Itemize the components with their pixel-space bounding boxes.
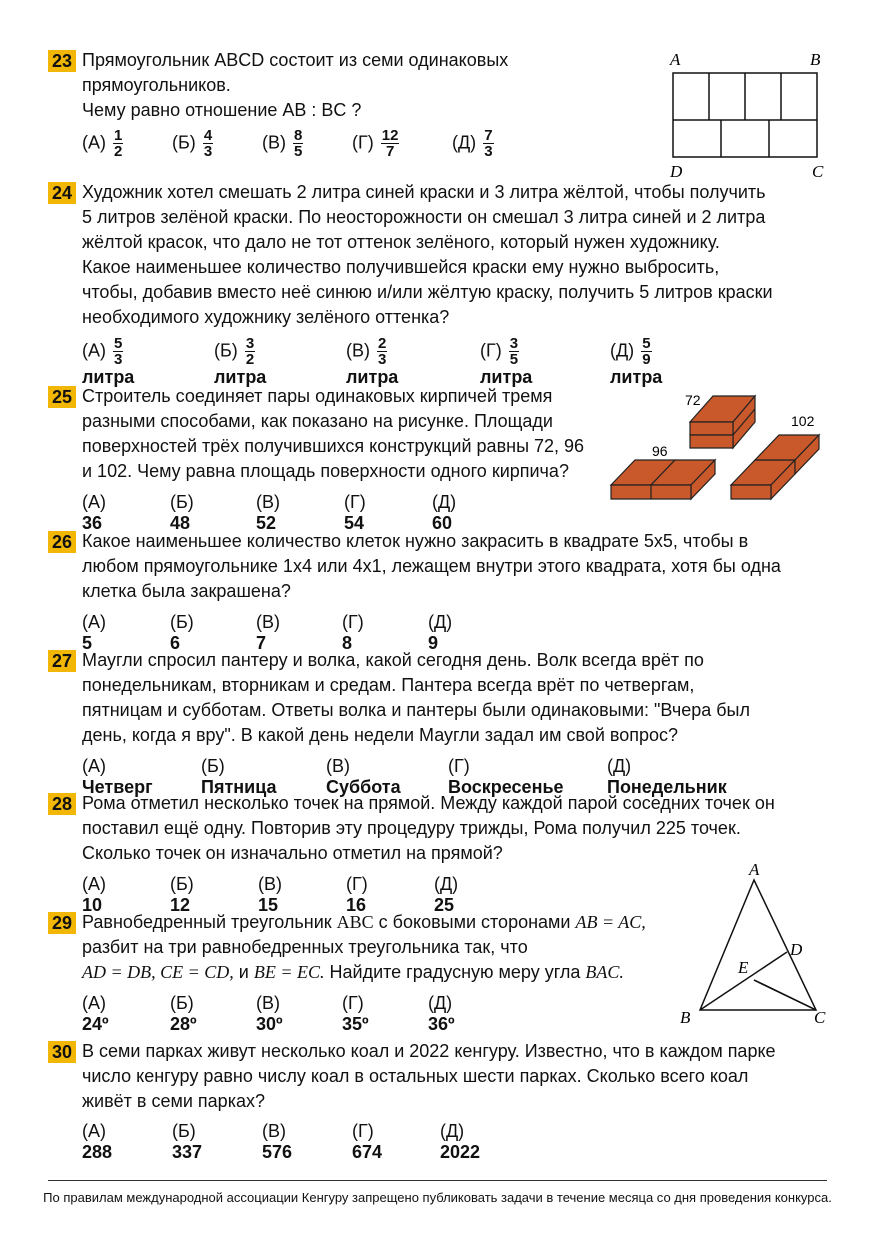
option-d[interactable]: (Г) Воскресенье [448, 756, 564, 797]
option-a[interactable]: (А) 36 [82, 492, 106, 533]
bricks-figure [605, 388, 835, 506]
text-line: AD = DB, CE = CD, и BE = EC. Найдите градусную меру угла BAC. [82, 962, 624, 982]
text-line: прямоугольников. [82, 75, 231, 95]
option-c[interactable]: (В) 30º [256, 993, 283, 1034]
brick-pair-102 [731, 435, 819, 499]
option-e[interactable]: (Д) 9 [428, 612, 453, 653]
text-line: Какое наименьшее количество получившейся краски ему нужно выбросить, [82, 257, 720, 277]
text-line: Какое наименьшее количество клеток нужно закрасить в квадрате 5х5, чтобы в [82, 531, 749, 551]
text-line: поставил ещё одну. Повторив эту процедуру трижды, Рома получил 225 точек. [82, 818, 741, 838]
label-c: C [814, 1008, 826, 1027]
question-text [82, 1039, 776, 1114]
brick-pair-96 [611, 460, 715, 499]
label-d: D [670, 162, 683, 181]
rectangle-abcd-figure [660, 48, 840, 183]
option-c[interactable]: (В) $\frac{8}{5}$ [262, 127, 303, 160]
text-line: разными способами, как показано на рисунке. Площади [82, 411, 553, 431]
text-line: любом прямоугольнике 1х4 или 4х1, лежащем внутри этого квадрата, хотя бы одна [82, 556, 781, 576]
label-a: A [670, 50, 681, 69]
question-number: 23 [48, 50, 76, 72]
option-e[interactable]: (Д) 36º [428, 993, 455, 1034]
option-e[interactable]: (Д) 60 [432, 492, 457, 533]
option-b[interactable]: (Б) 28º [170, 993, 197, 1034]
option-d[interactable]: (Г) 8 [342, 612, 364, 653]
label-b: B [810, 50, 821, 69]
text-line: день, когда я вру". В какой день недели Маугли задал им свой вопрос? [82, 725, 679, 745]
question-text [82, 384, 584, 484]
option-b[interactable]: (Б) $\frac{4}{3}$ [172, 127, 213, 160]
text-line: живёт в семи парках? [82, 1091, 265, 1111]
text-line: Художник хотел смешать 2 литра синей краски и 3 литра жёлтой, чтобы получить [82, 182, 766, 202]
label-d: D [790, 940, 803, 959]
option-d[interactable]: (Г) 54 [344, 492, 366, 533]
text-line: жёлтой красок, что дало не тот оттенок зелёного, который нужен художнику. [82, 232, 720, 252]
label-72: 72 [685, 392, 701, 408]
question-number: 30 [48, 1041, 76, 1063]
text-line: разбит на три равнобедренных треугольника так, что [82, 937, 528, 957]
question-number: 25 [48, 386, 76, 408]
option-d[interactable]: (Г) 16 [346, 874, 368, 915]
option-e[interactable]: (Д) Понедельник [607, 756, 727, 797]
text-line: Чему равно отношение AB : BC ? [82, 100, 362, 120]
text-line: чтобы, добавив вместо неё синюю и/или жёлтую краску, получить 5 литров краски [82, 282, 773, 302]
text-line: Прямоугольник ABCD состоит из семи одинаковых [82, 50, 509, 70]
option-b[interactable]: (Б) 12 [170, 874, 194, 915]
text-line: понедельникам, вторникам и средам. Пантера всегда врёт по четвергам, [82, 675, 695, 695]
option-e[interactable]: (Д) $\frac{7}{3}$ [452, 127, 493, 160]
option-d[interactable]: (Г) $\frac{3}{5}$ литра [480, 335, 533, 387]
option-a[interactable]: (А) 24º [82, 993, 109, 1034]
option-a[interactable]: (А) $\frac{5}{3}$ литра [82, 335, 135, 387]
footer-note: По правилам международной ассоциации Кенгуру запрещено публиковать задачи в течение месяца со дня проведения конкурса. [43, 1190, 832, 1205]
option-a[interactable]: (А) Четверг [82, 756, 153, 797]
option-b[interactable]: (Б) 337 [172, 1121, 203, 1162]
option-a[interactable]: (А) 10 [82, 874, 106, 915]
question-text [82, 648, 750, 748]
text-line: поверхностей трёх получившихся конструкций равны 72, 96 [82, 436, 585, 456]
text-line: Строитель соединяет пары одинаковых кирпичей тремя [82, 386, 553, 406]
question-number: 26 [48, 531, 76, 553]
option-a[interactable]: (А) 288 [82, 1121, 113, 1162]
option-d[interactable]: (Г) $\frac{12}{7}$ [352, 127, 399, 160]
triangle-abc-figure [670, 855, 840, 1030]
question-text [82, 48, 508, 123]
option-c[interactable]: (В) 576 [262, 1121, 293, 1162]
option-b[interactable]: (Б) $\frac{3}{2}$ литра [214, 335, 267, 387]
label-a: A [749, 860, 760, 879]
text-line: Сколько точек он изначально отметил на прямой? [82, 843, 503, 863]
question-text [82, 910, 646, 985]
option-b[interactable]: (Б) 48 [170, 492, 194, 533]
option-d[interactable]: (Г) 35º [342, 993, 369, 1034]
label-c: C [812, 162, 824, 181]
question-number: 27 [48, 650, 76, 672]
text-line: 5 литров зелёной краски. По неосторожности он смешал 3 литра синей и 2 литра [82, 207, 766, 227]
text-line: необходимого художнику зелёного оттенка? [82, 307, 450, 327]
option-a[interactable]: (А) $\frac{1}{2}$ [82, 127, 123, 160]
option-a[interactable]: (А) 5 [82, 612, 106, 653]
option-c[interactable]: (В) Суббота [326, 756, 401, 797]
option-c[interactable]: (В) $\frac{2}{3}$ литра [346, 335, 399, 387]
option-c[interactable]: (В) 52 [256, 492, 280, 533]
option-c[interactable]: (В) 7 [256, 612, 280, 653]
label-b: B [680, 1008, 691, 1027]
option-e[interactable]: (Д) $\frac{5}{9}$ литра [610, 335, 663, 387]
label-96: 96 [652, 443, 668, 459]
option-b[interactable]: (Б) 6 [170, 612, 194, 653]
option-c[interactable]: (В) 15 [258, 874, 282, 915]
text-line: В семи парках живут несколько коал и 2022 кенгуру. Известно, что в каждом парке [82, 1041, 776, 1061]
text-line: пятницам и субботам. Ответы волка и пантеры были одинаковыми: "Вчера был [82, 700, 750, 720]
option-d[interactable]: (Г) 674 [352, 1121, 383, 1162]
text-line: Рома отметил несколько точек на прямой. Между каждой парой соседних точек он [82, 793, 775, 813]
text-line: Равнобедренный треугольник ABC с боковыми сторонами AB = AC, [82, 912, 646, 932]
footer-divider [48, 1180, 827, 1181]
label-102: 102 [791, 413, 815, 429]
question-number: 28 [48, 793, 76, 815]
option-b[interactable]: (Б) Пятница [201, 756, 277, 797]
text-line: клетка была закрашена? [82, 581, 291, 601]
question-number: 24 [48, 182, 76, 204]
text-line: Маугли спросил пантеру и волка, какой сегодня день. Волк всегда врёт по [82, 650, 704, 670]
label-e: E [738, 958, 749, 977]
text-line: и 102. Чему равна площадь поверхности одного кирпича? [82, 461, 569, 481]
option-e[interactable]: (Д) 25 [434, 874, 459, 915]
option-e[interactable]: (Д) 2022 [440, 1121, 481, 1162]
question-text [82, 529, 781, 604]
question-number: 29 [48, 912, 76, 934]
text-line: число кенгуру равно числу коал в остальных шести парках. Сколько всего коал [82, 1066, 749, 1086]
question-text [82, 180, 773, 330]
